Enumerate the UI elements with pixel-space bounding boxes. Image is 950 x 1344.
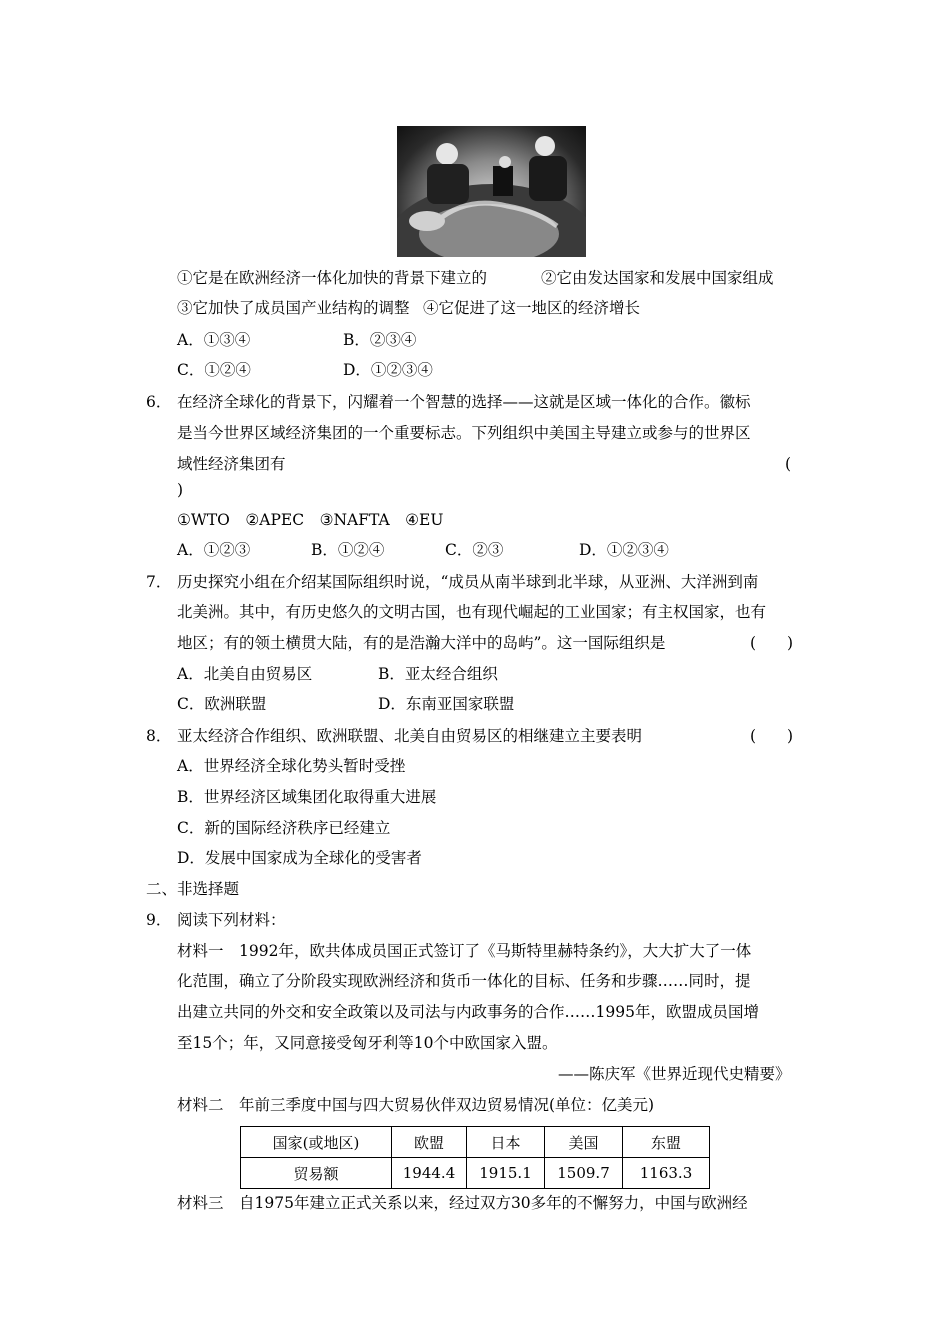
q5-option-c: C．①②④ xyxy=(177,361,251,379)
table-header-cell: 日本 xyxy=(467,1127,545,1158)
q7-line-3: 地区；有的领土横贯大陆，有的是浩瀚大洋中的岛屿”。这一国际组织是 xyxy=(177,634,666,652)
q9-material1-source: ——陈庆军《世界近现代史精要》 xyxy=(558,1065,791,1083)
table-header-row xyxy=(241,1127,710,1158)
q9-intro: 阅读下列材料： xyxy=(177,911,286,929)
q8-line-1: 亚太经济合作组织、欧洲联盟、北美自由贸易区的相继建立主要表明 xyxy=(177,727,643,745)
q6-items: ①WTO ②APEC ③NAFTA ④EU xyxy=(177,511,444,529)
q7-line-1: 历史探究小组在介绍某国际组织时说，“成员从南半球到北半球，从亚洲、大洋洲到南 xyxy=(177,573,759,591)
q6-option-a: A．①②③ xyxy=(177,541,251,559)
q5-statement-1: ①它是在欧洲经济一体化加快的背景下建立的 xyxy=(177,269,488,287)
apec-photo xyxy=(397,126,586,257)
q9-material1-line-1: 材料一 1992年，欧共体成员国正式签订了《马斯特里赫特条约》，大大扩大了一体 xyxy=(177,942,752,960)
q7-answer-paren: ( ) xyxy=(750,634,794,652)
q6-number: 6． xyxy=(146,393,172,411)
q8-option-d: D．发展中国家成为全球化的受害者 xyxy=(177,849,422,867)
trade-table xyxy=(240,1126,710,1189)
q7-option-c: C．欧洲联盟 xyxy=(177,695,267,713)
q9-material2-title: 材料二 年前三季度中国与四大贸易伙伴双边贸易情况(单位：亿美元) xyxy=(177,1096,655,1114)
table-header-cell: 欧盟 xyxy=(392,1127,467,1158)
q9-material1-line-4: 至15个；年，又同意接受匈牙利等10个中欧国家入盟。 xyxy=(177,1034,558,1052)
q6-paren-close: ) xyxy=(177,481,184,499)
q9-material3-line-1: 材料三 自1975年建立正式关系以来，经过双方30多年的不懈努力，中国与欧洲经 xyxy=(177,1194,748,1212)
table-cell: 1163.3 xyxy=(623,1158,710,1189)
q8-option-b: B．世界经济区域集团化取得重大进展 xyxy=(177,788,437,806)
q6-line-2: 是当今世界区域经济集团的一个重要标志。下列组织中美国主导建立或参与的世界区 xyxy=(177,424,751,442)
q8-option-a: A．世界经济全球化势头暂时受挫 xyxy=(177,757,406,775)
q6-option-c: C．②③ xyxy=(445,541,504,559)
q7-number: 7． xyxy=(146,573,172,591)
q9-material1-line-2: 化范围，确立了分阶段实现欧洲经济和货币一体化的目标、任务和步骤……同时，提 xyxy=(177,972,751,990)
table-cell: 1944.4 xyxy=(392,1158,467,1189)
q6-paren-open: ( xyxy=(785,455,792,473)
table-row xyxy=(241,1158,710,1189)
q7-line-2: 北美洲。其中，有历史悠久的文明古国，也有现代崛起的工业国家；有主权国家，也有 xyxy=(177,603,767,621)
q5-statement-4: ④它促进了这一地区的经济增长 xyxy=(423,299,641,317)
q5-option-b: B．②③④ xyxy=(343,331,417,349)
q5-statement-2: ②它由发达国家和发展中国家组成 xyxy=(541,269,774,287)
q5-option-a: A．①③④ xyxy=(177,331,251,349)
q9-number: 9． xyxy=(146,911,172,929)
q7-option-d: D．东南亚国家联盟 xyxy=(378,695,515,713)
table-cell: 贸易额 xyxy=(241,1158,392,1189)
q6-option-d: D．①②③④ xyxy=(579,541,669,559)
table-cell: 1509.7 xyxy=(545,1158,623,1189)
q6-line-3: 域性经济集团有 xyxy=(177,455,286,473)
table-header-cell: 美国 xyxy=(545,1127,623,1158)
q7-option-b: B．亚太经合组织 xyxy=(378,665,498,683)
table-header-cell: 东盟 xyxy=(623,1127,710,1158)
table-cell: 1915.1 xyxy=(467,1158,545,1189)
q5-statement-3: ③它加快了成员国产业结构的调整 xyxy=(177,299,410,317)
q8-answer-paren: ( ) xyxy=(750,727,794,745)
section-heading: 二、非选择题 xyxy=(146,880,240,898)
q6-line-1: 在经济全球化的背景下，闪耀着一个智慧的选择——这就是区域一体化的合作。徽标 xyxy=(177,393,751,411)
q9-material1-line-3: 出建立共同的外交和安全政策以及司法与内政事务的合作……1995年，欧盟成员国增 xyxy=(177,1003,759,1021)
q5-option-d: D．①②③④ xyxy=(343,361,433,379)
q8-option-c: C．新的国际经济秩序已经建立 xyxy=(177,819,391,837)
q7-option-a: A．北美自由贸易区 xyxy=(177,665,313,683)
q8-number: 8． xyxy=(146,727,172,745)
q6-option-b: B．①②④ xyxy=(311,541,385,559)
table-header-cell: 国家(或地区) xyxy=(241,1127,392,1158)
